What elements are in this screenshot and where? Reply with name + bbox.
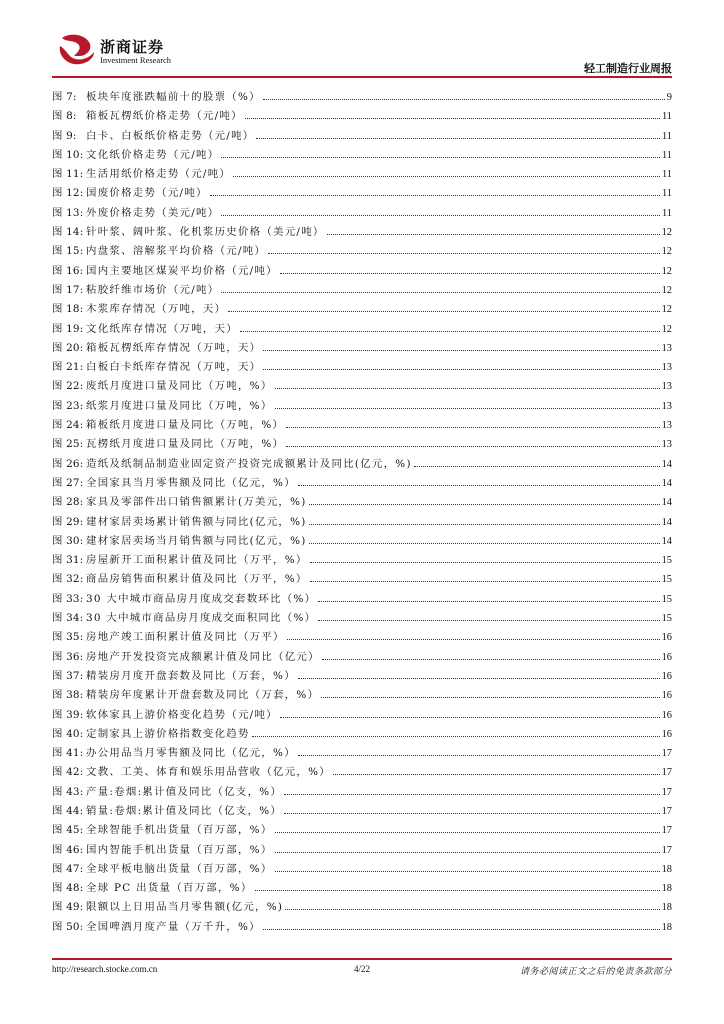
figure-title: 全国家具当月零售额及同比（亿元，%）	[86, 476, 296, 489]
figure-label: 图 32:	[52, 573, 84, 586]
dot-leader	[221, 157, 660, 158]
toc-entry-text	[52, 570, 308, 589]
dot-leader	[280, 273, 660, 274]
figure-label: 图 40:	[52, 727, 84, 740]
page-footer	[52, 964, 672, 980]
disclaimer-note: 请务必阅读正文之后的免责条款部分	[519, 967, 672, 977]
figure-title: 精装房月度开盘套数及同比（万套，%）	[86, 669, 296, 682]
page-ref: 11	[661, 188, 672, 200]
figure-title: 全球智能手机出货量（百万部，%）	[86, 824, 273, 837]
figure-label: 图 46:	[52, 843, 84, 856]
toc-entry[interactable]	[52, 493, 672, 512]
figure-title: 文教、工美、体育和娱乐用品营收（亿元，%）	[86, 766, 331, 779]
dot-leader	[285, 909, 659, 910]
header-divider	[52, 76, 672, 78]
toc-entry-text	[52, 107, 243, 126]
toc-entry-text	[52, 455, 412, 474]
figure-label: 图 8:	[52, 110, 77, 123]
toc-entry[interactable]	[52, 300, 672, 319]
dot-leader	[309, 543, 660, 544]
page-ref: 11	[661, 169, 672, 181]
toc-entry-text	[52, 204, 219, 223]
figure-title: 全国啤酒月度产量（万千升，%）	[86, 920, 261, 933]
dot-leader	[255, 890, 660, 891]
toc-entry[interactable]	[52, 706, 672, 725]
toc-entry-text	[52, 609, 316, 628]
figure-title: 商品房销售面积累计值及同比（万平，%）	[86, 573, 308, 586]
page-ref: 17	[661, 844, 672, 856]
toc-entry[interactable]	[52, 358, 672, 377]
toc-entry[interactable]	[52, 474, 672, 493]
toc-entry-text	[52, 918, 261, 937]
figure-title: 白卡、白板纸价格走势（元/吨）	[86, 129, 255, 142]
toc-entry[interactable]	[52, 609, 672, 628]
page-ref: 16	[661, 709, 672, 721]
page-ref: 11	[661, 207, 672, 219]
toc-entry[interactable]	[52, 397, 672, 416]
figure-label: 图 48:	[52, 882, 84, 895]
figure-label: 图 9:	[52, 129, 77, 142]
toc-entry-text	[52, 513, 307, 532]
toc-entry-text	[52, 320, 238, 339]
toc-entry[interactable]	[52, 763, 672, 782]
toc-entry-text	[52, 223, 325, 242]
toc-entry[interactable]	[52, 667, 672, 686]
figure-title: 国废价格走势（元/吨）	[86, 187, 208, 200]
toc-entry-text	[52, 262, 278, 281]
figure-label: 图 49:	[52, 901, 84, 914]
toc-entry[interactable]	[52, 686, 672, 705]
figure-title: 产量:卷烟:累计值及同比（亿支，%）	[86, 785, 283, 798]
figure-label: 图 27:	[52, 476, 84, 489]
dot-leader	[256, 138, 660, 139]
page-ref: 14	[661, 497, 672, 509]
toc-entry[interactable]	[52, 281, 672, 300]
dot-leader	[414, 466, 660, 467]
dot-leader	[263, 99, 665, 100]
dot-leader	[321, 697, 659, 698]
figure-label: 图 16:	[52, 264, 84, 277]
figure-label: 图 15:	[52, 245, 84, 258]
dot-leader	[221, 215, 660, 216]
toc-entry-text	[52, 879, 253, 898]
toc-entry-text	[52, 416, 284, 435]
figure-title: 软体家具上游价格变化趋势（元/吨）	[86, 708, 278, 721]
figure-title: 外废价格走势（美元/吨）	[86, 206, 220, 219]
toc-entry[interactable]	[52, 744, 672, 763]
figure-label: 图 14:	[52, 226, 84, 239]
toc-entry[interactable]	[52, 223, 672, 242]
toc-entry[interactable]	[52, 898, 672, 917]
figure-label: 图 38:	[52, 689, 84, 702]
toc-entry-text	[52, 802, 282, 821]
dot-leader	[298, 678, 660, 679]
page-ref: 14	[661, 458, 672, 470]
page-ref: 16	[661, 670, 672, 682]
figure-title: 针叶浆、阔叶浆、化机浆历史价格（美元/吨）	[86, 226, 325, 239]
dot-leader	[322, 659, 660, 660]
toc-entry-text	[52, 725, 250, 744]
figure-title: 办公用品当月零售额及同比（亿元，%）	[86, 747, 296, 760]
figure-label: 图 25:	[52, 438, 84, 451]
page-ref: 12	[661, 246, 672, 258]
figure-title: 纸浆月度进口量及同比（万吨，%）	[86, 399, 273, 412]
toc-entry-text	[52, 763, 331, 782]
dot-leader	[333, 774, 660, 775]
figure-label: 图 29:	[52, 515, 84, 528]
figure-label: 图 7:	[52, 91, 77, 103]
figure-label: 图 35:	[52, 631, 84, 644]
dot-leader	[318, 620, 659, 621]
figure-title: 内盘浆、溶解浆平均价格（元/吨）	[86, 245, 267, 258]
figure-label: 图 47:	[52, 862, 84, 875]
figure-label: 图 37:	[52, 669, 84, 682]
dot-leader	[275, 388, 660, 389]
toc-entry[interactable]	[52, 532, 672, 551]
toc-entry-text	[52, 242, 266, 261]
dot-leader	[286, 446, 659, 447]
toc-entry-text	[52, 377, 273, 396]
toc-entry[interactable]	[52, 570, 672, 589]
figure-label: 图 50:	[52, 920, 84, 933]
page-ref: 12	[661, 265, 672, 277]
dot-leader	[228, 311, 659, 312]
figure-title: 文化纸价格走势（元/吨）	[86, 148, 220, 161]
toc-entry[interactable]	[52, 879, 672, 898]
page-ref: 12	[661, 304, 672, 316]
figure-title: 建材家居卖场累计销售额与同比(亿元，%)	[86, 515, 307, 528]
dot-leader	[240, 331, 660, 332]
toc-entry[interactable]	[52, 107, 672, 126]
toc-entry[interactable]	[52, 320, 672, 339]
dot-leader	[268, 253, 659, 254]
figure-label: 图 34:	[52, 612, 84, 625]
toc-entry-text	[52, 397, 273, 416]
dot-leader	[298, 485, 660, 486]
toc-entry[interactable]	[52, 783, 672, 802]
toc-entry[interactable]	[52, 455, 672, 474]
figure-label: 图 41:	[52, 747, 84, 760]
figure-title: 房屋新开工面积累计值及同比（万平，%）	[86, 554, 308, 567]
toc-entry[interactable]	[52, 821, 672, 840]
figure-title: 精装房年度累计开盘套数及同比（万套，%）	[86, 689, 320, 702]
toc-entry-text	[52, 127, 254, 146]
page-number: 4/22	[353, 964, 370, 974]
toc-entry[interactable]	[52, 184, 672, 203]
toc-entry-text	[52, 783, 282, 802]
dot-leader	[284, 813, 659, 814]
dot-leader	[245, 118, 660, 119]
figure-label: 图 26:	[52, 457, 84, 470]
figure-label: 图 24:	[52, 419, 84, 432]
figure-label: 图 33:	[52, 592, 84, 605]
toc-entry-text	[52, 88, 261, 107]
page-ref: 14	[661, 477, 672, 489]
figure-title: 国内主要地区煤炭平均价格（元/吨）	[86, 264, 278, 277]
dot-leader	[298, 755, 660, 756]
page-header	[52, 30, 672, 78]
figure-title: 建材家居卖场当月销售额与同比(亿元，%)	[86, 534, 307, 547]
figure-title: 箱板瓦楞纸价格走势（元/吨）	[86, 110, 243, 123]
toc-entry[interactable]	[52, 88, 672, 107]
toc-entry[interactable]	[52, 127, 672, 146]
figure-label: 图 18:	[52, 303, 84, 316]
page-ref: 12	[661, 284, 672, 296]
figure-title: 木浆库存情况（万吨，天）	[86, 303, 227, 316]
page-ref: 13	[661, 381, 672, 393]
toc-entry[interactable]	[52, 590, 672, 609]
toc-entry[interactable]	[52, 513, 672, 532]
toc-entry[interactable]	[52, 802, 672, 821]
figure-title: 板块年度涨跌幅前十的股票（%）	[86, 91, 261, 103]
page-ref: 16	[661, 632, 672, 644]
toc-entry-text	[52, 300, 226, 319]
figure-label: 图 17:	[52, 283, 84, 296]
report-title: 轻工制造行业周报	[584, 62, 672, 75]
figure-title: 家具及零部件出口销售额累计(万美元，%)	[86, 496, 307, 509]
page-ref: 13	[661, 439, 672, 451]
figure-label: 图 28:	[52, 496, 84, 509]
page-ref: 15	[661, 613, 672, 625]
toc-entry-text	[52, 532, 307, 551]
toc-entry[interactable]	[52, 204, 672, 223]
dot-leader	[327, 234, 660, 235]
figure-list	[52, 88, 672, 937]
dot-leader	[210, 195, 660, 196]
figure-title: 限额以上日用品当月零售额(亿元，%)	[86, 901, 284, 914]
figure-label: 图 44:	[52, 804, 84, 817]
figure-title: 箱板纸月度进口量及同比（万吨，%）	[86, 419, 285, 432]
figure-label: 图 12:	[52, 187, 84, 200]
figure-title: 房地产开发投资完成额累计值及同比（亿元）	[86, 650, 320, 663]
page-ref: 16	[661, 728, 672, 740]
toc-entry[interactable]	[52, 648, 672, 667]
page-ref: 15	[661, 555, 672, 567]
dot-leader	[275, 871, 660, 872]
dot-leader	[310, 581, 660, 582]
figure-label: 图 45:	[52, 824, 84, 837]
figure-title: 国内智能手机出货量（百万部，%）	[86, 843, 273, 856]
figure-label: 图 31:	[52, 554, 84, 567]
figure-label: 图 23:	[52, 399, 84, 412]
toc-entry-text	[52, 744, 296, 763]
toc-entry-text	[52, 358, 261, 377]
dot-leader	[275, 832, 660, 833]
zheshang-logo-icon	[52, 30, 100, 70]
figure-label: 图 36:	[52, 650, 84, 663]
dot-leader	[309, 524, 660, 525]
toc-entry[interactable]	[52, 242, 672, 261]
page-ref: 17	[661, 805, 672, 817]
figure-title: 30 大中城市商品房月度成交套数环比（%）	[86, 592, 317, 605]
page-ref: 11	[661, 130, 672, 142]
page-ref: 15	[661, 574, 672, 586]
page-ref: 17	[661, 825, 672, 837]
figure-label: 图 43:	[52, 785, 84, 798]
toc-entry-text	[52, 146, 219, 165]
toc-entry-text	[52, 339, 261, 358]
toc-entry-text	[52, 551, 308, 570]
toc-entry-text	[52, 686, 319, 705]
page-ref: 18	[661, 883, 672, 895]
toc-entry-text	[52, 184, 208, 203]
footer-url[interactable]: http://research.stocke.com.cn	[52, 964, 158, 974]
figure-label: 图 22:	[52, 380, 84, 393]
dot-leader	[275, 408, 660, 409]
toc-entry[interactable]	[52, 339, 672, 358]
page-ref: 16	[661, 690, 672, 702]
toc-entry-text	[52, 281, 219, 300]
dot-leader	[286, 427, 659, 428]
figure-label: 图 19:	[52, 322, 84, 335]
toc-entry[interactable]	[52, 146, 672, 165]
page-ref: 11	[661, 149, 672, 161]
toc-entry-text	[52, 493, 307, 512]
dot-leader	[263, 350, 659, 351]
dot-leader	[310, 562, 660, 563]
toc-entry[interactable]	[52, 262, 672, 281]
dot-leader	[309, 504, 660, 505]
page-ref: 9	[666, 92, 672, 103]
page-ref: 17	[661, 786, 672, 798]
toc-entry-text	[52, 706, 278, 725]
figure-label: 图 11:	[52, 168, 84, 181]
toc-entry[interactable]	[52, 551, 672, 570]
figure-label: 图 21:	[52, 361, 84, 374]
figure-title: 废纸月度进口量及同比（万吨，%）	[86, 380, 273, 393]
figure-title: 箱板瓦楞纸库存情况（万吨，天）	[86, 341, 262, 354]
figure-title: 造纸及纸制品制造业固定资产投资完成额累计及同比(亿元，%)	[86, 457, 412, 470]
toc-entry-text	[52, 435, 284, 454]
toc-entry[interactable]	[52, 165, 672, 184]
dot-leader	[287, 639, 660, 640]
figure-title: 粘胶纤维市场价（元/吨）	[86, 283, 220, 296]
figure-title: 瓦楞纸月度进口量及同比（万吨，%）	[86, 438, 285, 451]
figure-label: 图 39:	[52, 708, 84, 721]
toc-entry[interactable]	[52, 628, 672, 647]
page-ref: 18	[661, 863, 672, 875]
figure-label: 图 20:	[52, 341, 84, 354]
figure-title: 文化纸库存情况（万吨，天）	[86, 322, 238, 335]
figure-label: 图 10:	[52, 148, 84, 161]
toc-entry[interactable]	[52, 841, 672, 860]
page-ref: 17	[661, 748, 672, 760]
figure-title: 30 大中城市商品房月度成交面积同比（%）	[86, 612, 317, 625]
toc-entry-text	[52, 821, 273, 840]
dot-leader	[221, 292, 659, 293]
page-ref: 13	[661, 420, 672, 432]
toc-entry-text	[52, 648, 320, 667]
brand-name-en: Investment Research	[100, 55, 172, 65]
toc-entry-text	[52, 667, 296, 686]
page-ref: 12	[661, 323, 672, 335]
dot-leader	[263, 369, 659, 370]
toc-entry[interactable]	[52, 725, 672, 744]
page-ref: 17	[661, 767, 672, 779]
figure-label: 图 42:	[52, 766, 84, 779]
page-ref: 18	[661, 921, 672, 933]
dot-leader	[284, 794, 659, 795]
dot-leader	[252, 736, 660, 737]
page-ref: 13	[661, 342, 672, 354]
toc-entry-text	[52, 628, 285, 647]
figure-title: 生活用纸价格走势（元/吨）	[86, 168, 232, 181]
toc-entry-text	[52, 898, 283, 917]
toc-entry[interactable]	[52, 860, 672, 879]
footer-divider	[52, 958, 672, 960]
toc-entry-text	[52, 165, 231, 184]
toc-entry-text	[52, 474, 296, 493]
page-ref: 15	[661, 593, 672, 605]
page-ref: 16	[661, 651, 672, 663]
page-ref: 13	[661, 362, 672, 374]
toc-entry-text	[52, 590, 316, 609]
dot-leader	[263, 929, 660, 930]
figure-title: 全球平板电脑出货量（百万部，%）	[86, 862, 273, 875]
dot-leader	[233, 176, 660, 177]
toc-entry[interactable]	[52, 377, 672, 396]
toc-entry[interactable]	[52, 416, 672, 435]
page-ref: 11	[661, 111, 672, 123]
dot-leader	[318, 601, 659, 602]
figure-label: 图 30:	[52, 534, 84, 547]
figure-title: 全球 PC 出货量（百万部，%）	[86, 882, 253, 895]
figure-title: 销量:卷烟:累计值及同比（亿支，%）	[86, 804, 283, 817]
page-ref: 14	[661, 516, 672, 528]
dot-leader	[275, 852, 660, 853]
dot-leader	[280, 717, 660, 718]
brand-name-cn: 浙商证券	[100, 38, 165, 56]
toc-entry-text	[52, 841, 273, 860]
page-ref: 14	[661, 535, 672, 547]
page-ref: 13	[661, 400, 672, 412]
toc-entry[interactable]	[52, 435, 672, 454]
figure-title: 白板白卡纸库存情况（万吨，天）	[86, 361, 262, 374]
figure-label: 图 13:	[52, 206, 84, 219]
figure-title: 房地产竣工面积累计值及同比（万平）	[86, 631, 285, 644]
page-ref: 12	[661, 227, 672, 239]
toc-entry[interactable]	[52, 918, 672, 937]
toc-entry-text	[52, 860, 273, 879]
page-ref: 18	[661, 902, 672, 914]
figure-title: 定制家具上游价格指数变化趋势	[86, 727, 250, 740]
